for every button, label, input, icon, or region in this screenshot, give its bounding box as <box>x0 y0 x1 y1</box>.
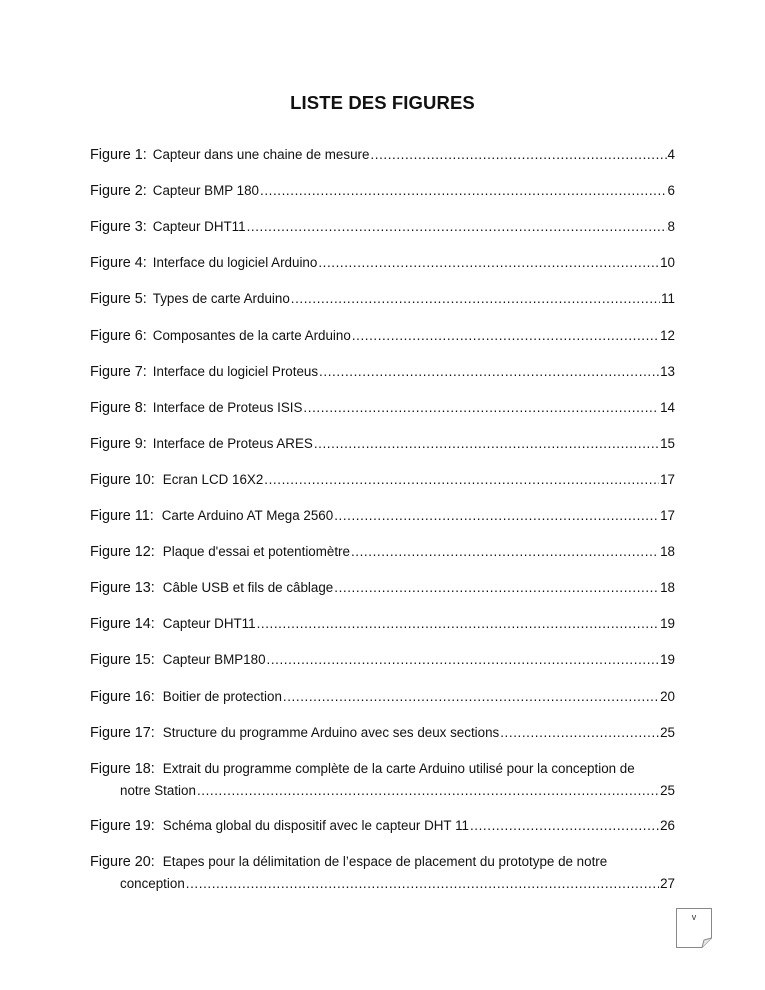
figure-page-number: 8 <box>667 219 675 235</box>
toc-entry[interactable] <box>90 686 675 708</box>
figure-page-number: 19 <box>660 616 675 632</box>
toc-line <box>90 469 675 491</box>
toc-line <box>90 758 675 780</box>
figure-page-number: 25 <box>660 782 675 798</box>
toc-line <box>90 144 675 166</box>
figure-page-number: 17 <box>660 471 675 487</box>
figure-title: Câble USB et fils de câblage <box>162 580 334 596</box>
toc-entry[interactable] <box>90 216 675 238</box>
leader-dots <box>351 541 659 563</box>
figure-label: Figure 7: <box>90 363 147 380</box>
toc-line <box>90 433 675 455</box>
leader-dots <box>470 815 659 837</box>
figure-title-continued: conception <box>120 875 185 891</box>
figure-label: Figure 1: <box>90 147 147 163</box>
toc-entry[interactable] <box>90 851 675 895</box>
figure-page-number: 10 <box>660 255 675 271</box>
toc-line <box>90 649 675 671</box>
figure-page-number: 19 <box>660 652 675 668</box>
figure-title: Schéma global du dispositif avec le capteur DHT 11 <box>162 817 469 833</box>
figure-label: Figure 20: <box>90 853 155 870</box>
figure-label: Figure 4: <box>90 255 147 272</box>
figure-label: Figure 19: <box>90 817 155 834</box>
toc-line <box>90 361 675 383</box>
figure-title: Structure du programme Arduino avec ses deux sections <box>162 724 500 740</box>
toc-line <box>90 505 675 527</box>
leader-dots <box>283 686 659 708</box>
toc-line <box>90 613 675 635</box>
figure-page-number: 27 <box>660 875 675 891</box>
figure-label: Figure 17: <box>90 724 155 741</box>
figure-label: Figure 11: <box>90 508 154 524</box>
leader-dots <box>314 433 659 455</box>
leader-dots <box>267 649 660 671</box>
figure-title: Composantes de la carte Arduino <box>152 327 351 343</box>
figure-title: Capteur dans une chaine de mesure <box>152 147 370 162</box>
figure-title: Capteur BMP 180 <box>152 183 259 199</box>
figure-title: Interface du logiciel Arduino <box>152 255 318 271</box>
toc-line <box>90 216 675 238</box>
figure-label: Figure 8: <box>90 399 147 416</box>
figure-page-number: 14 <box>660 399 675 415</box>
toc-entry[interactable] <box>90 613 675 635</box>
leader-dots <box>334 577 659 599</box>
toc-entry[interactable] <box>90 361 675 383</box>
leader-dots <box>186 873 659 895</box>
figure-page-number: 26 <box>660 817 675 833</box>
leader-dots <box>197 780 659 802</box>
toc-line <box>90 851 675 873</box>
toc-entry[interactable] <box>90 577 675 599</box>
leader-dots <box>247 216 667 238</box>
toc-line <box>90 252 675 274</box>
toc-line <box>90 686 675 708</box>
figure-page-number: 4 <box>667 147 675 162</box>
figure-label: Figure 2: <box>90 183 147 200</box>
figure-title: Boitier de protection <box>162 688 282 704</box>
figure-page-number: 25 <box>660 724 675 740</box>
figure-title: Capteur DHT11 <box>162 616 256 632</box>
figure-page-number: 11 <box>661 291 675 307</box>
toc-entry[interactable] <box>90 541 675 563</box>
toc-line-continued <box>90 780 675 802</box>
figure-title: Carte Arduino AT Mega 2560 <box>161 508 334 523</box>
figure-page-number: 15 <box>660 435 675 451</box>
leader-dots <box>318 252 659 274</box>
figure-label: Figure 9: <box>90 435 147 452</box>
figure-label: Figure 13: <box>90 580 155 597</box>
leader-dots <box>319 361 659 383</box>
figure-label: Figure 14: <box>90 616 155 633</box>
figure-label: Figure 16: <box>90 688 155 705</box>
toc-entry[interactable] <box>90 722 675 744</box>
figure-label: Figure 6: <box>90 327 147 344</box>
figure-title: Extrait du programme complète de la carte Arduino utilisé pour la conception de <box>162 760 635 776</box>
figure-page-number: 18 <box>660 544 675 560</box>
toc-line <box>90 180 675 202</box>
figure-label: Figure 15: <box>90 652 155 669</box>
page-title: LISTE DES FIGURES <box>290 92 475 113</box>
toc-entry[interactable] <box>90 649 675 671</box>
figure-page-number: 13 <box>660 363 675 379</box>
leader-dots <box>370 144 666 166</box>
leader-dots <box>291 288 660 310</box>
page-number-box <box>676 908 712 948</box>
figure-title: Plaque d'essai et potentiomètre <box>162 544 350 560</box>
toc-line <box>90 397 675 419</box>
toc-entry[interactable] <box>90 397 675 419</box>
figure-title: Interface de Proteus ISIS <box>152 399 303 415</box>
figure-title: Capteur DHT11 <box>152 219 246 235</box>
figure-title: Types de carte Arduino <box>152 291 290 307</box>
figure-title: Interface du logiciel Proteus <box>152 363 319 379</box>
toc-line <box>90 288 675 310</box>
toc-entry[interactable] <box>90 469 675 491</box>
toc-line <box>90 541 675 563</box>
figure-page-number: 17 <box>660 508 675 523</box>
page-number: v <box>691 912 697 922</box>
toc-entry[interactable] <box>90 288 675 310</box>
figure-title: Etapes pour la délimitation de l’espace de placement du prototype de notre <box>162 853 608 869</box>
leader-dots <box>257 613 660 635</box>
toc-line-continued <box>90 873 675 895</box>
toc-entry[interactable] <box>90 505 675 527</box>
leader-dots <box>352 325 659 347</box>
toc-line <box>90 722 675 744</box>
figure-label: Figure 18: <box>90 760 155 777</box>
toc-entry[interactable] <box>90 433 675 455</box>
leader-dots <box>303 397 659 419</box>
figure-title: Ecran LCD 16X2 <box>162 471 264 487</box>
toc-entry[interactable] <box>90 815 675 837</box>
toc-entry[interactable] <box>90 758 675 802</box>
leader-dots <box>334 505 659 527</box>
toc-line <box>90 815 675 837</box>
figure-label: Figure 10: <box>90 471 155 488</box>
figure-title-continued: notre Station <box>120 782 196 798</box>
toc-line <box>90 577 675 599</box>
figure-label: Figure 12: <box>90 544 155 561</box>
figure-title: Capteur BMP180 <box>162 652 266 668</box>
figure-page-number: 6 <box>667 183 675 199</box>
toc-entry[interactable] <box>90 252 675 274</box>
figure-label: Figure 5: <box>90 291 147 308</box>
figure-label: Figure 3: <box>90 219 147 236</box>
leader-dots <box>264 469 659 491</box>
figure-page-number: 20 <box>660 688 675 704</box>
figure-page-number: 12 <box>660 327 675 343</box>
leader-dots <box>260 180 667 202</box>
toc-entry[interactable] <box>90 144 675 166</box>
toc-line <box>90 325 675 347</box>
toc-entry[interactable] <box>90 325 675 347</box>
figure-page-number: 18 <box>660 580 675 596</box>
figure-title: Interface de Proteus ARES <box>152 435 313 451</box>
toc-entry[interactable] <box>90 180 675 202</box>
leader-dots <box>500 722 659 744</box>
